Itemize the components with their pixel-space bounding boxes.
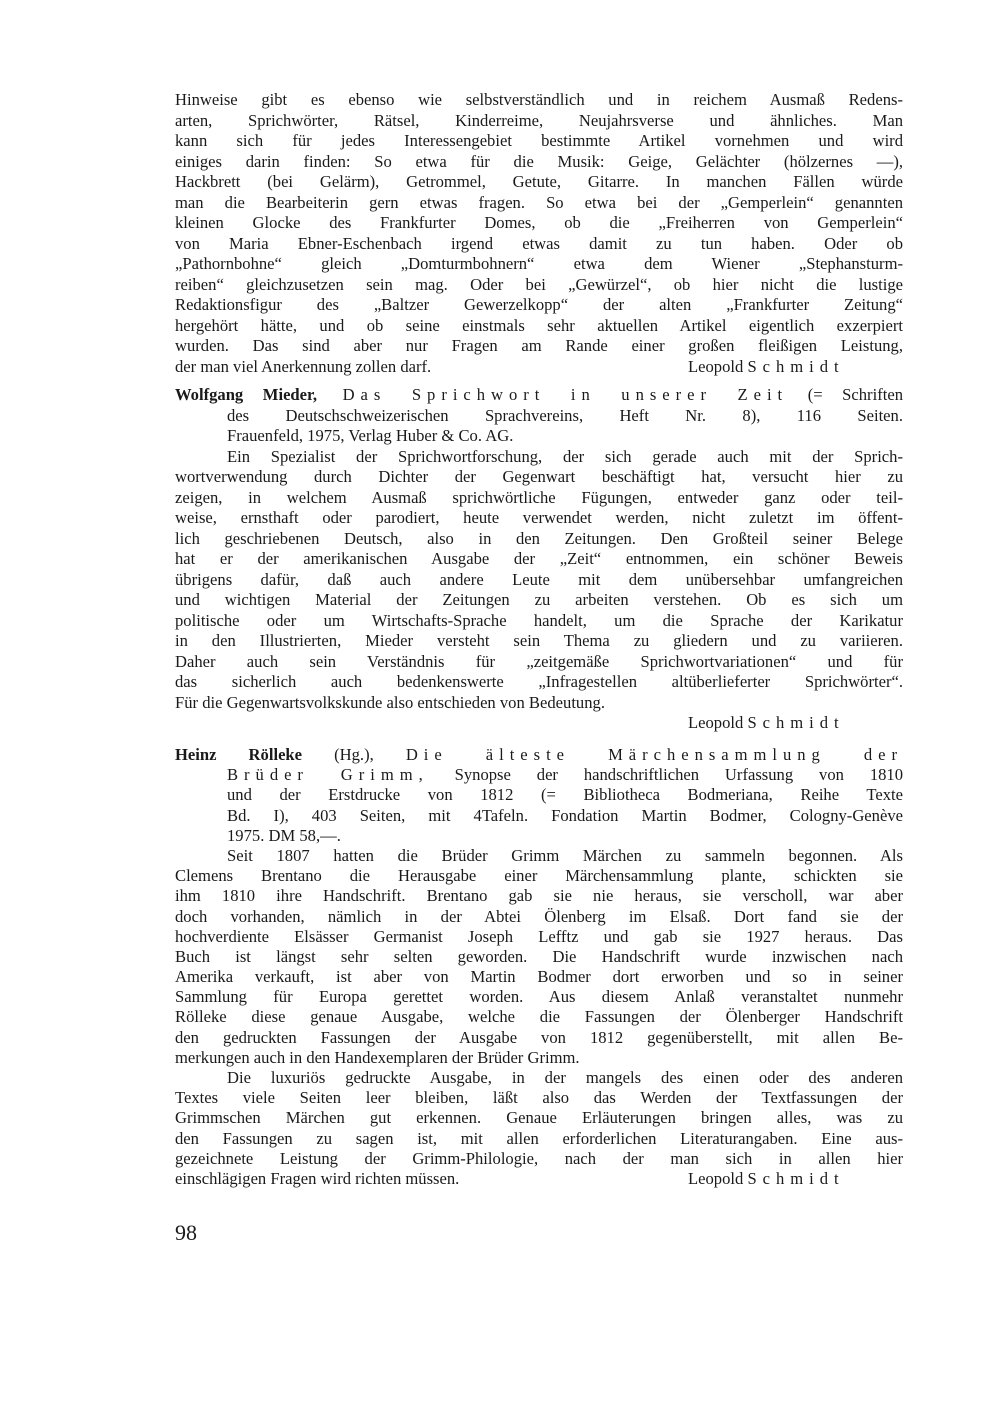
text-line: [175, 1028, 903, 1048]
book-title: Brüder Grimm,: [227, 765, 429, 785]
text-line: [175, 611, 903, 632]
text-segment: (Hg.),: [302, 745, 406, 764]
text-segment: Sammlung für Europa gerettet worden. Aus diesem Anlaß veranstaltet nunmehr: [175, 987, 903, 1007]
text-segment: Buch ist längst sehr selten geworden. Die Handschrift wurde inzwischen nach: [175, 946, 903, 966]
text-line: [175, 570, 903, 591]
text-line: [175, 590, 903, 611]
text-segment: zeigen, in welchem Ausmaß sprichwörtliche Fügungen, entweder ganz oder teil-: [175, 487, 903, 507]
text-segment: (= Schriften: [788, 385, 903, 404]
text-segment: der man viel Anerkennung zollen darf.: [175, 356, 432, 376]
text-line: [175, 316, 903, 337]
text-segment: hergehört hätte, und ob seine einstmals sehr aktuellen Artikel eigentlich exzerpiert: [175, 315, 903, 335]
text-segment: übrigens dafür, daß auch andere Leute mit dem unübersehbar umfangreichen: [175, 569, 903, 589]
text-segment: Hackbrett (bei Gelärm), Getrommel, Getute, Gitarre. In manchen Fällen würde: [175, 172, 903, 191]
text-line: [175, 987, 903, 1007]
text-line: [175, 467, 903, 488]
reviewer-signature: [688, 1169, 845, 1189]
text-segment: den gedruckten Fassungen der Ausgabe von 1812 gegenüberstellt, mit allen Be-: [175, 1027, 903, 1047]
page-number: 98: [175, 1220, 197, 1245]
reviewer-signature: [688, 713, 845, 734]
text-line: [175, 254, 903, 275]
text-segment: reiben“ gleichzusetzen sein mag. Oder bei „Gewürzel“, ob hier nicht die lustige: [175, 274, 903, 294]
text-line: [175, 947, 903, 967]
review-mieder-sprichwort: [175, 385, 903, 734]
text-segment: des Deutschschweizerischen Sprachvereins, Heft Nr. 8), 116 Seiten.: [227, 405, 903, 425]
text-line: [175, 907, 903, 927]
text-line: [175, 426, 903, 447]
text-line: [175, 406, 903, 427]
text-line: [175, 111, 903, 132]
text-line: [175, 967, 903, 987]
text-segment: wortverwendung durch Dichter der Gegenwart beschäftigt hat, versucht hier zu: [175, 467, 903, 486]
text-line: [175, 508, 903, 529]
text-segment: Grimmschen Märchen gut erkennen. Genaue Erläuterungen bringen alles, was zu: [175, 1108, 903, 1128]
text-line: [175, 652, 903, 673]
text-line: [175, 785, 903, 805]
text-line: [175, 234, 903, 255]
text-line: [175, 927, 903, 947]
text-line: [175, 90, 903, 111]
text-segment: Daher auch sein Verständnis für „zeitgemäße Sprichwortvariationen“ und für: [175, 651, 903, 671]
text-line: [175, 826, 903, 846]
text-segment: wurden. Das sind aber nur Fragen am Rande einer großen fleißigen Leistung,: [175, 336, 903, 355]
signature-last-name: Schmidt: [747, 1168, 845, 1188]
text-line: [175, 447, 903, 468]
text-line: [175, 693, 903, 714]
text-segment: Hinweise gibt es ebenso wie selbstverständlich und in reichem Ausmaß Redens-: [175, 90, 903, 109]
text-line: [175, 152, 903, 173]
text-segment: und wichtigen Material der Zeitungen zu arbeiten verstehen. Ob es sich um: [175, 590, 903, 609]
text-segment: Rölleke diese genaue Ausgabe, welche die Fassungen der Ölenberger Handschrift: [175, 1007, 903, 1027]
text-line: [175, 213, 903, 234]
text-segment: Für die Gegenwartsvolkskunde also entschieden von Bedeutung.: [175, 692, 605, 712]
text-segment: hochverdiente Elsässer Germanist Joseph Lefftz und gab sie 1927 heraus. Das: [175, 926, 903, 946]
text-segment: lich geschriebenen Deutsch, also in den Zeitungen. Den Großteil seiner Belege: [175, 528, 903, 548]
text-segment: Synopse der handschriftlichen Urfassung von 1810: [428, 765, 904, 785]
text-line: [175, 336, 903, 357]
text-line: [175, 886, 903, 906]
text-segment: Ein Spezialist der Sprichwortforschung, der sich gerade auch mit der Sprich-: [227, 446, 903, 466]
text-segment: einiges darin finden: So etwa für die Musik: Geige, Gelächter (hölzernes —),: [175, 151, 903, 171]
review-continuation: [175, 90, 903, 377]
text-segment: Redaktionsfigur des „Baltzer Gewerzelkopp“ der alten „Frankfurter Zeitung“: [175, 295, 903, 314]
signature-last-name: Schmidt: [747, 713, 845, 732]
text-segment: Bd. I), 403 Seiten, mit 4Tafeln. Fondation Martin Bodmer, Cologny-Genève: [227, 805, 903, 825]
text-segment: man die Bearbeiterin gern etwas fragen. So etwa bei der „Gemperlein“ genannten: [175, 192, 903, 212]
text-segment: weise, ernsthaft oder parodiert, heute verwendet werden, nicht zuletzt im öffent-: [175, 508, 903, 527]
author-name: Wolfgang Mieder,: [175, 385, 318, 404]
text-segment: Amerika verkauft, ist aber von Martin Bodmer dort erworben und so in seiner: [175, 967, 903, 987]
text-line: [175, 1129, 903, 1149]
text-line: [175, 765, 903, 785]
text-line: [175, 1108, 903, 1128]
text-segment: Clemens Brentano die Herausgabe einer Märchensammlung plante, schickten sie: [175, 866, 903, 886]
text-line: [175, 385, 903, 406]
book-title: Die älteste Märchensammlung der: [405, 745, 903, 764]
text-segment: Die luxuriös gedruckte Ausgabe, in der mangels des einen oder des anderen: [227, 1068, 903, 1087]
text-segment: Textes viele Seiten leer bleiben, läßt also das Werden der Textfassungen der: [175, 1088, 903, 1108]
text-line: [175, 631, 903, 652]
signature-last-name: Schmidt: [747, 356, 845, 376]
text-line: [175, 275, 903, 296]
text-line: [175, 1169, 903, 1189]
text-segment: ihm 1810 ihre Handschrift. Brentano gab sie nie heraus, sie verscholl, war aber: [175, 886, 903, 906]
text-line: [175, 131, 903, 152]
text-segment: und der Erstdrucke von 1812 (= Bibliotheca Bodmeriana, Reihe Texte: [227, 785, 903, 805]
book-title: Das Sprichwort in unserer Zeit: [317, 385, 789, 404]
text-line: [175, 193, 903, 214]
text-line: [175, 672, 903, 693]
text-line: [175, 745, 903, 765]
text-line: [175, 866, 903, 886]
text-segment: einschlägigen Fragen wird richten müssen.: [175, 1168, 460, 1188]
text-segment: den Fassungen zu sagen ist, mit allen erforderlichen Literaturangaben. Eine aus-: [175, 1128, 903, 1148]
signature-first-name: Leopold: [688, 356, 744, 376]
text-line: [175, 1048, 903, 1068]
text-segment: das sicherlich auch bedenkenswerte „Infragestellen altüberlieferter Sprichwörter“.: [175, 672, 903, 691]
text-line: [175, 846, 903, 866]
text-line: [175, 1068, 903, 1088]
text-segment: von Maria Ebner-Eschenbach irgend etwas damit zu tun haben. Oder ob: [175, 233, 903, 253]
text-line: [175, 295, 903, 316]
text-line: [175, 1007, 903, 1027]
review-roelleke-maerchensammlung: [175, 745, 903, 1189]
author-name: Heinz Rölleke: [175, 745, 303, 764]
signature-first-name: Leopold: [688, 713, 744, 732]
text-line: [175, 549, 903, 570]
signature-first-name: Leopold: [688, 1168, 744, 1188]
text-segment: hat er der amerikanischen Ausgabe der „Zeit“ entnommen, ein schöner Beweis: [175, 549, 903, 568]
text-line: [175, 488, 903, 509]
text-segment: doch vorhanden, nämlich in der Abtei Ölenberg im Elsaß. Dort fand sie der: [175, 906, 903, 926]
text-line: [175, 806, 903, 826]
text-segment: kann sich für jedes Interessengebiet bestimmte Artikel vornehmen und wird: [175, 131, 903, 150]
text-line: [175, 529, 903, 550]
reviewer-signature: [688, 357, 845, 378]
text-segment: gezeichnete Leistung der Grimm-Philologie, nach der man sich in allen hier: [175, 1148, 903, 1168]
text-segment: arten, Sprichwörter, Rätsel, Kinderreime, Neujahrsverse und ähnliches. Man: [175, 110, 903, 130]
text-line: [175, 172, 903, 193]
text-segment: Seit 1807 hatten die Brüder Grimm Märchen zu sammeln begonnen. Als: [227, 845, 903, 865]
text-segment: 1975. DM 58,—.: [227, 825, 341, 845]
text-segment: in den Illustrierten, Mieder versteht sein Thema zu gliedern und zu variieren.: [175, 631, 903, 650]
text-line: [175, 1088, 903, 1108]
text-segment: merkungen auch in den Handexemplaren der Brüder Grimm.: [175, 1047, 580, 1067]
text-segment: politische oder um Wirtschafts-Sprache handelt, um die Sprache der Karikatur: [175, 610, 903, 630]
text-line: [175, 713, 903, 734]
text-line: [175, 357, 903, 378]
text-segment: „Pathornbohne“ gleich „Domturmbohnern“ etwa dem Wiener „Stephansturm-: [175, 254, 903, 273]
text-segment: Frauenfeld, 1975, Verlag Huber & Co. AG.: [227, 426, 514, 445]
text-line: [175, 1149, 903, 1169]
text-segment: kleinen Glocke des Frankfurter Domes, ob die „Freiherren von Gemperlein“: [175, 213, 903, 232]
